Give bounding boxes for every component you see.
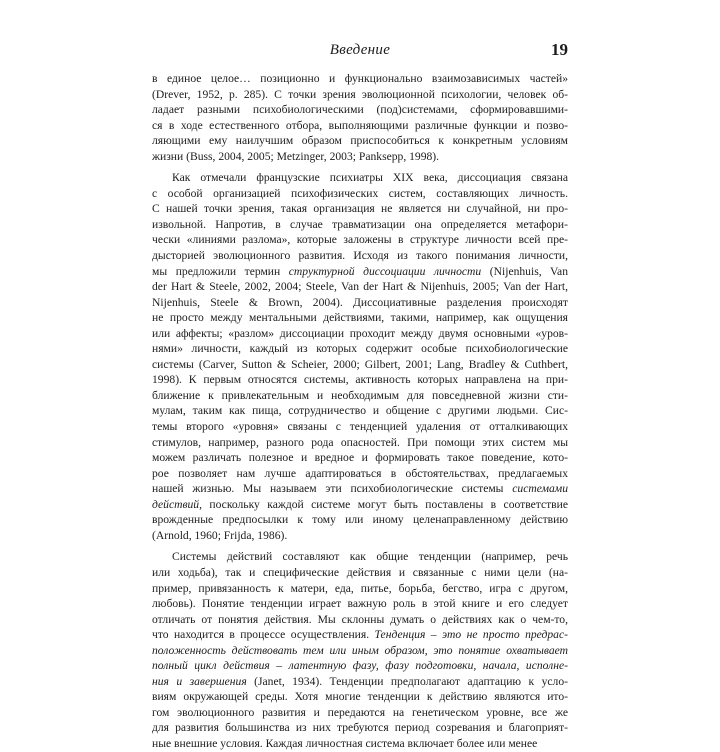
- text-run: пример, привязанность к матери, еда, питье, борьба, бегство, игра с другом,: [152, 581, 568, 595]
- text-line: [152, 450, 568, 466]
- text-run: ляющими ему наилучшим образом приспособиться к конкретным условиям: [152, 134, 568, 148]
- text-run: мы предложили термин: [152, 264, 289, 278]
- text-run: ладает разными психобиологическими (под)системами, сформировавшими-: [152, 103, 568, 117]
- text-line: [152, 481, 568, 497]
- text-run: ные внешние условия. Каждая личностная система включает более или менее: [152, 736, 538, 750]
- text-line: [152, 549, 568, 565]
- text-run: ся в ходе естественного отбора, выполняющими различные функции и позво-: [152, 118, 568, 132]
- text-run: или ходьба), так и специфические действия и связанные с ними цели (на-: [152, 565, 568, 579]
- text-run: можем различать полезное и вредное и формировать такое поведение, кото-: [152, 451, 568, 465]
- italic-text: системами: [512, 482, 568, 496]
- text-run: системы (Carver, Sutton & Scheier, 2000; Gilbert, 2001; Lang, Bradley & Cuthbert,: [152, 357, 568, 371]
- text-run: что находится в процессе осуществления.: [152, 628, 375, 642]
- text-line: [152, 170, 568, 186]
- text-line: [152, 565, 568, 581]
- text-line: [152, 217, 568, 233]
- text-run: der Hart & Steele, 2002, 2004; Steele, Van der Hart & Nijenhuis, 2005; Van der Hart,: [152, 280, 568, 294]
- text-line: [152, 403, 568, 419]
- text-line: [152, 388, 568, 404]
- running-title: Введение: [329, 42, 391, 58]
- text-run: (Janet, 1934). Тенденции предполагают адаптацию к усло-: [246, 674, 568, 688]
- italic-text: действий: [152, 497, 200, 511]
- text-line: [152, 720, 568, 736]
- text-run: нашей жизнью. Мы называем эти психобиологические системы: [152, 482, 513, 496]
- text-run: не просто между ментальными действиями, такими, например, как ощущения: [152, 311, 568, 325]
- text-line: [152, 248, 568, 264]
- text-run: стимулов, например, разного рода опасностей. При помощи этих систем мы: [152, 435, 568, 449]
- text-line: [152, 512, 568, 528]
- italic-text: положенность действовать тем или иным образом, это понятие охватывает: [152, 643, 568, 657]
- text-run: дысторией эволюционного развития. Исходя из такого понимания личности,: [152, 249, 568, 263]
- text-run: или аффекты; «разлом» диссоциации проходит между двумя основными «уров-: [152, 326, 568, 340]
- text-line: [152, 435, 568, 451]
- text-line: [152, 627, 568, 643]
- text-line: [152, 674, 568, 690]
- text-line: [152, 102, 568, 118]
- text-run: Системы действий составляют как общие тенденции (например, речь: [172, 550, 568, 564]
- paragraph: [152, 71, 568, 164]
- text-line: [152, 689, 568, 705]
- text-line: [152, 596, 568, 612]
- text-line: [152, 419, 568, 435]
- text-run: гом эволюционного развития и передаются на генетическом уровне, все же: [152, 705, 568, 719]
- text-line: [152, 186, 568, 202]
- italic-text: ния и завершения: [152, 674, 247, 688]
- text-line: [152, 118, 568, 134]
- paragraph: [152, 170, 568, 543]
- text-line: [152, 528, 568, 544]
- text-line: [152, 133, 568, 149]
- text-run: С нашей точки зрения, такая организация не является ни случайной, ни про-: [152, 202, 568, 216]
- italic-text: структурной диссоциации личности: [288, 264, 482, 278]
- text-line: [152, 466, 568, 482]
- text-line: [152, 581, 568, 597]
- text-run: (Drever, 1952, p. 285). С точки зрения эволюционной психологии, человек об-: [152, 87, 568, 101]
- italic-text: полный цикл действия – латентную фазу, фазу подготовки, начала, исполне-: [152, 659, 568, 673]
- text-run: (Arnold, 1960; Frijda, 1986).: [152, 528, 288, 542]
- text-line: [152, 310, 568, 326]
- text-run: в единое целое… позиционно и функционально взаимозависимых частей»: [152, 72, 568, 85]
- text-line: [152, 232, 568, 248]
- text-line: [152, 497, 568, 513]
- text-line: [152, 341, 568, 357]
- text-run: (Nijenhuis, Van: [481, 264, 568, 278]
- text-run: нями» личности, каждый из которых содержит особые психобиологические: [152, 342, 568, 356]
- text-line: [152, 149, 568, 165]
- text-run: для развития большинства из них требуются период созревания и благоприят-: [152, 721, 568, 735]
- running-head: [152, 40, 568, 64]
- text-run: темы второго «уровня» связаны с тенденцией удаления от отталкивающих: [152, 420, 568, 434]
- text-line: [152, 87, 568, 103]
- text-line: [152, 295, 568, 311]
- text-run: 1998). К первым относятся системы, активность которых направлена на при-: [152, 373, 568, 387]
- text-line: [152, 643, 568, 659]
- text-run: ближение к привлекательным и необходимым для повседневной жизни сти-: [152, 388, 568, 402]
- text-line: [152, 658, 568, 674]
- text-line: [152, 264, 568, 280]
- text-line: [152, 736, 568, 752]
- text-line: [152, 71, 568, 87]
- text-line: [152, 372, 568, 388]
- text-run: извольной. Напротив, в случае травматизации она определяется метафори-: [152, 217, 568, 231]
- italic-text: Тенденция – это не просто предрас-: [374, 628, 568, 642]
- text-line: [152, 357, 568, 373]
- text-line: [152, 326, 568, 342]
- text-run: жизни (Buss, 2004, 2005; Metzinger, 2003; Panksepp, 1998).: [152, 149, 440, 163]
- text-run: чески «линиями разлома», которые заложены в структуре личности всей пре-: [152, 233, 568, 247]
- text-run: отличать от понятия действия. Мы склонны думать о действиях как о чем-то,: [152, 612, 568, 626]
- body-text: [152, 71, 568, 752]
- paragraph: [152, 549, 568, 751]
- page-number: 19: [551, 40, 568, 59]
- text-line: [152, 705, 568, 721]
- text-run: Nijenhuis, Steele & Brown, 2004). Диссоциативные разделения происходят: [152, 295, 568, 309]
- text-run: рое позволяет нам лучше адаптироваться в обстоятельствах, предлагаемых: [152, 466, 568, 480]
- text-run: Как отмечали французские психиатры XIX века, диссоциация связана: [172, 171, 568, 185]
- text-run: врожденные предпосылки к тому или иному целенаправленному действию: [152, 513, 568, 527]
- text-run: с особой организацией психофизических систем, составляющих личность.: [152, 186, 568, 200]
- text-line: [152, 201, 568, 217]
- text-run: мулам, таким как пища, сотрудничество и общение с другими людьми. Сис-: [152, 404, 568, 418]
- text-line: [152, 279, 568, 295]
- text-run: , поскольку каждой системе могут быть поставлены в соответствие: [199, 497, 568, 511]
- text-run: виям окружающей среды. Хотя многие тенденции к действию являются ито-: [152, 690, 568, 704]
- text-run: любовь). Понятие тенденции играет важную роль в этой книге и его следует: [152, 597, 568, 611]
- text-line: [152, 612, 568, 628]
